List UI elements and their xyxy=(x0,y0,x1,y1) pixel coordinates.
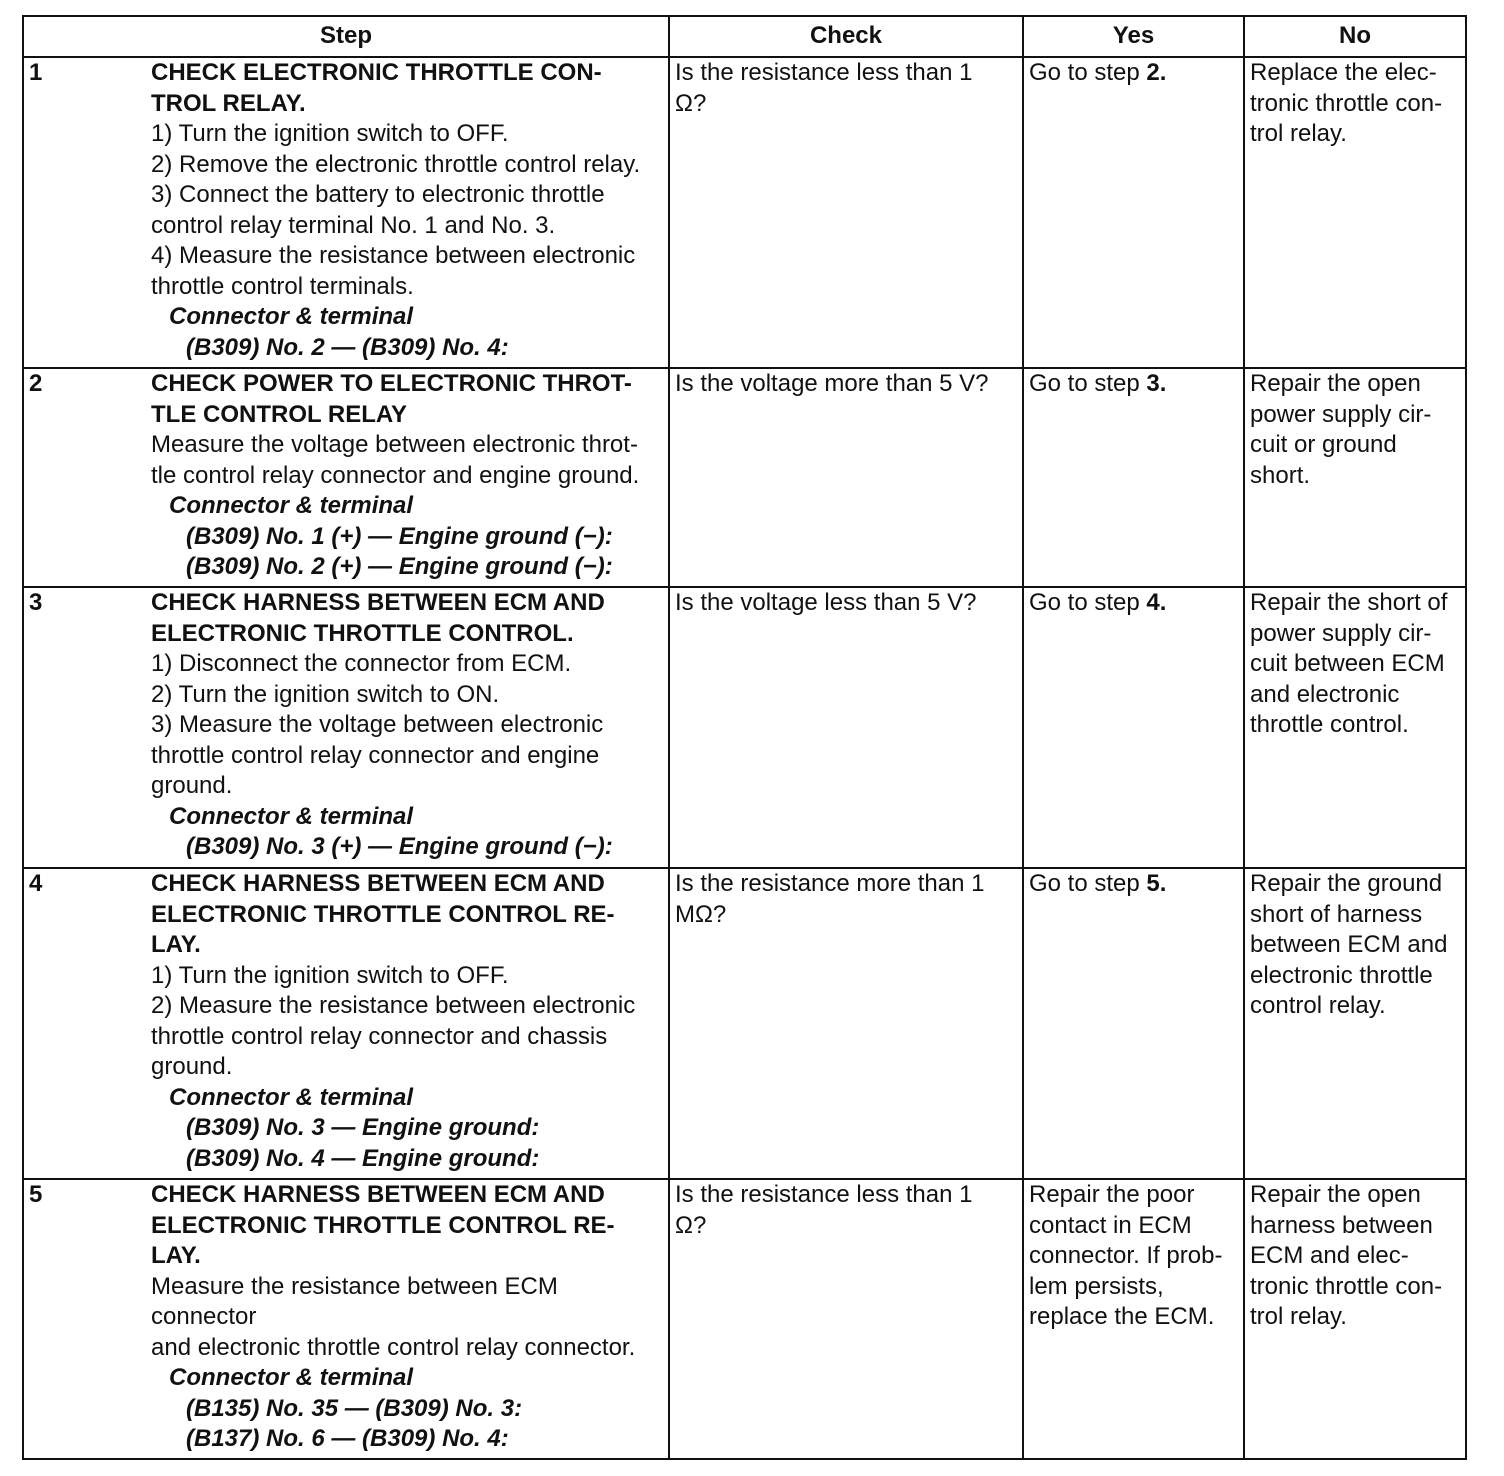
step-instruction: 3) Measure the voltage between electronic xyxy=(151,711,604,738)
yes-step-number: 5. xyxy=(1146,870,1167,897)
check-cell xyxy=(669,368,1023,587)
step-instruction: 1) Disconnect the connector from ECM. xyxy=(151,650,572,677)
yes-cell xyxy=(1023,587,1244,868)
step-title: CHECK HARNESS BETWEEN ECM AND xyxy=(151,1181,605,1208)
step-cell xyxy=(23,57,669,368)
no-cell xyxy=(1244,1179,1466,1459)
check-text: Ω? xyxy=(675,1211,707,1239)
step-cell xyxy=(23,368,669,587)
step-number: 5 xyxy=(29,1181,43,1208)
connector-terminal: (B309) No. 1 (+) — Engine ground (−): xyxy=(186,522,613,550)
step-instruction: throttle control terminals. xyxy=(151,272,414,300)
connector-terminal: (B309) No. 2 — (B309) No. 4: xyxy=(186,333,509,361)
step-number: 2 xyxy=(29,370,43,397)
header-check: Check xyxy=(669,16,1023,57)
step-instruction: ground. xyxy=(151,772,233,799)
check-cell xyxy=(669,1179,1023,1459)
no-text: trol relay. xyxy=(1250,120,1347,147)
step-title: CHECK ELECTRONIC THROTTLE CON- xyxy=(151,59,602,86)
no-text: power supply cir- xyxy=(1250,400,1432,428)
connector-label: Connector & terminal xyxy=(169,303,414,330)
table-row xyxy=(23,587,1466,868)
step-title: TROL RELAY. xyxy=(151,89,306,117)
connector-label: Connector & terminal xyxy=(169,492,414,519)
header-step: Step xyxy=(23,16,669,57)
no-cell xyxy=(1244,587,1466,868)
step-instruction: throttle control relay connector and chassis xyxy=(151,1022,608,1050)
troubleshooting-table xyxy=(22,15,1467,1460)
step-instruction: throttle control relay connector and engine xyxy=(151,741,600,769)
yes-text: connector. If prob- xyxy=(1029,1242,1223,1269)
step-cell xyxy=(23,868,669,1179)
connector-terminal: (B309) No. 3 (+) — Engine ground (−): xyxy=(186,833,613,860)
yes-text: Go to step xyxy=(1029,370,1147,397)
step-body xyxy=(151,869,668,1174)
yes-text: Repair the poor xyxy=(1029,1181,1195,1208)
no-text: trol relay. xyxy=(1250,1303,1347,1330)
no-text: tronic throttle con- xyxy=(1250,1272,1443,1300)
no-text: Repair the ground xyxy=(1250,870,1443,897)
no-text: harness between xyxy=(1250,1211,1433,1239)
step-body xyxy=(151,369,668,583)
step-title: ELECTRONIC THROTTLE CONTROL RE- xyxy=(151,900,615,928)
check-text: MΩ? xyxy=(675,900,727,928)
yes-step-number: 2. xyxy=(1146,59,1167,86)
connector-terminal: (B309) No. 4 — Engine ground: xyxy=(186,1144,540,1172)
step-number: 3 xyxy=(29,589,43,616)
no-text: power supply cir- xyxy=(1250,619,1432,647)
step-number: 1 xyxy=(29,59,43,86)
yes-text: Go to step xyxy=(1029,589,1147,616)
check-cell xyxy=(669,868,1023,1179)
check-cell xyxy=(669,587,1023,868)
yes-cell xyxy=(1023,868,1244,1179)
connector-terminal: (B309) No. 2 (+) — Engine ground (−): xyxy=(186,553,613,580)
table-row xyxy=(23,368,1466,587)
step-instruction: ground. xyxy=(151,1053,233,1080)
step-instruction: Measure the voltage between electronic throt- xyxy=(151,431,638,458)
no-text: Repair the short of xyxy=(1250,589,1448,616)
step-title: TLE CONTROL RELAY xyxy=(151,400,408,428)
check-text: Is the resistance less than 1 xyxy=(675,59,973,86)
connector-label: Connector & terminal xyxy=(169,802,414,830)
no-text: ECM and elec- xyxy=(1250,1242,1409,1269)
no-text: and electronic xyxy=(1250,680,1400,708)
no-text: electronic throttle xyxy=(1250,961,1433,989)
yes-text: Go to step xyxy=(1029,870,1147,897)
no-text: short. xyxy=(1250,461,1311,489)
header-row xyxy=(23,16,1466,57)
yes-cell xyxy=(1023,368,1244,587)
step-cell xyxy=(23,1179,669,1459)
connector-terminal: (B309) No. 3 — Engine ground: xyxy=(186,1114,540,1141)
check-text: Is the voltage more than 5 V? xyxy=(675,370,989,397)
step-instruction: 1) Turn the ignition switch to OFF. xyxy=(151,961,509,989)
no-text: Replace the elec- xyxy=(1250,59,1437,86)
yes-cell xyxy=(1023,1179,1244,1459)
no-text: Repair the open xyxy=(1250,1181,1421,1208)
no-text: cuit or ground xyxy=(1250,431,1397,458)
yes-cell xyxy=(1023,57,1244,368)
no-text: throttle control. xyxy=(1250,711,1409,738)
step-instruction: and electronic throttle control relay connector. xyxy=(151,1333,636,1361)
connector-terminal: (B137) No. 6 — (B309) No. 4: xyxy=(186,1425,509,1452)
step-title: CHECK HARNESS BETWEEN ECM AND xyxy=(151,870,605,897)
step-instruction: control relay terminal No. 1 and No. 3. xyxy=(151,211,556,239)
no-cell xyxy=(1244,57,1466,368)
step-instruction: 2) Measure the resistance between electronic xyxy=(151,992,636,1019)
no-text: between ECM and xyxy=(1250,931,1448,958)
table-row xyxy=(23,1179,1466,1459)
yes-text: replace the ECM. xyxy=(1029,1303,1215,1330)
step-instruction: 3) Connect the battery to electronic throttle xyxy=(151,181,605,208)
step-title: LAY. xyxy=(151,1242,201,1269)
step-title: LAY. xyxy=(151,931,201,958)
no-text: control relay. xyxy=(1250,992,1386,1019)
step-title: CHECK HARNESS BETWEEN ECM AND xyxy=(151,589,605,616)
step-instruction: tle control relay connector and engine ground. xyxy=(151,461,640,489)
step-instruction: 1) Turn the ignition switch to OFF. xyxy=(151,120,509,147)
check-cell xyxy=(669,57,1023,368)
step-title: CHECK POWER TO ELECTRONIC THROT- xyxy=(151,370,632,397)
step-body xyxy=(151,1180,668,1455)
connector-terminal: (B135) No. 35 — (B309) No. 3: xyxy=(186,1394,523,1422)
yes-text: lem persists, xyxy=(1029,1272,1164,1300)
yes-step-number: 3. xyxy=(1146,370,1167,397)
no-text: short of harness xyxy=(1250,900,1423,928)
table-row xyxy=(23,868,1466,1179)
step-instruction: Measure the resistance between ECM connector xyxy=(151,1272,558,1330)
step-body xyxy=(151,588,668,863)
connector-label: Connector & terminal xyxy=(169,1364,414,1391)
no-text: cuit between ECM xyxy=(1250,650,1445,677)
no-text: tronic throttle con- xyxy=(1250,89,1443,117)
yes-step-number: 4. xyxy=(1146,589,1167,616)
step-body xyxy=(151,58,668,363)
step-number: 4 xyxy=(29,870,43,897)
no-text: Repair the open xyxy=(1250,370,1421,397)
step-title: ELECTRONIC THROTTLE CONTROL RE- xyxy=(151,1211,615,1239)
yes-text: contact in ECM xyxy=(1029,1211,1192,1239)
step-instruction: 2) Turn the ignition switch to ON. xyxy=(151,680,500,708)
header-yes: Yes xyxy=(1023,16,1244,57)
step-instruction: 2) Remove the electronic throttle control relay. xyxy=(151,150,641,178)
check-text: Is the resistance less than 1 xyxy=(675,1181,973,1208)
check-text: Is the voltage less than 5 V? xyxy=(675,589,977,616)
yes-text: Go to step xyxy=(1029,59,1147,86)
step-title: ELECTRONIC THROTTLE CONTROL. xyxy=(151,619,574,647)
step-cell xyxy=(23,587,669,868)
header-no: No xyxy=(1244,16,1466,57)
no-cell xyxy=(1244,868,1466,1179)
no-cell xyxy=(1244,368,1466,587)
connector-label: Connector & terminal xyxy=(169,1083,414,1111)
table-row xyxy=(23,57,1466,368)
check-text: Is the resistance more than 1 xyxy=(675,870,985,897)
step-instruction: 4) Measure the resistance between electronic xyxy=(151,242,636,269)
check-text: Ω? xyxy=(675,89,707,117)
